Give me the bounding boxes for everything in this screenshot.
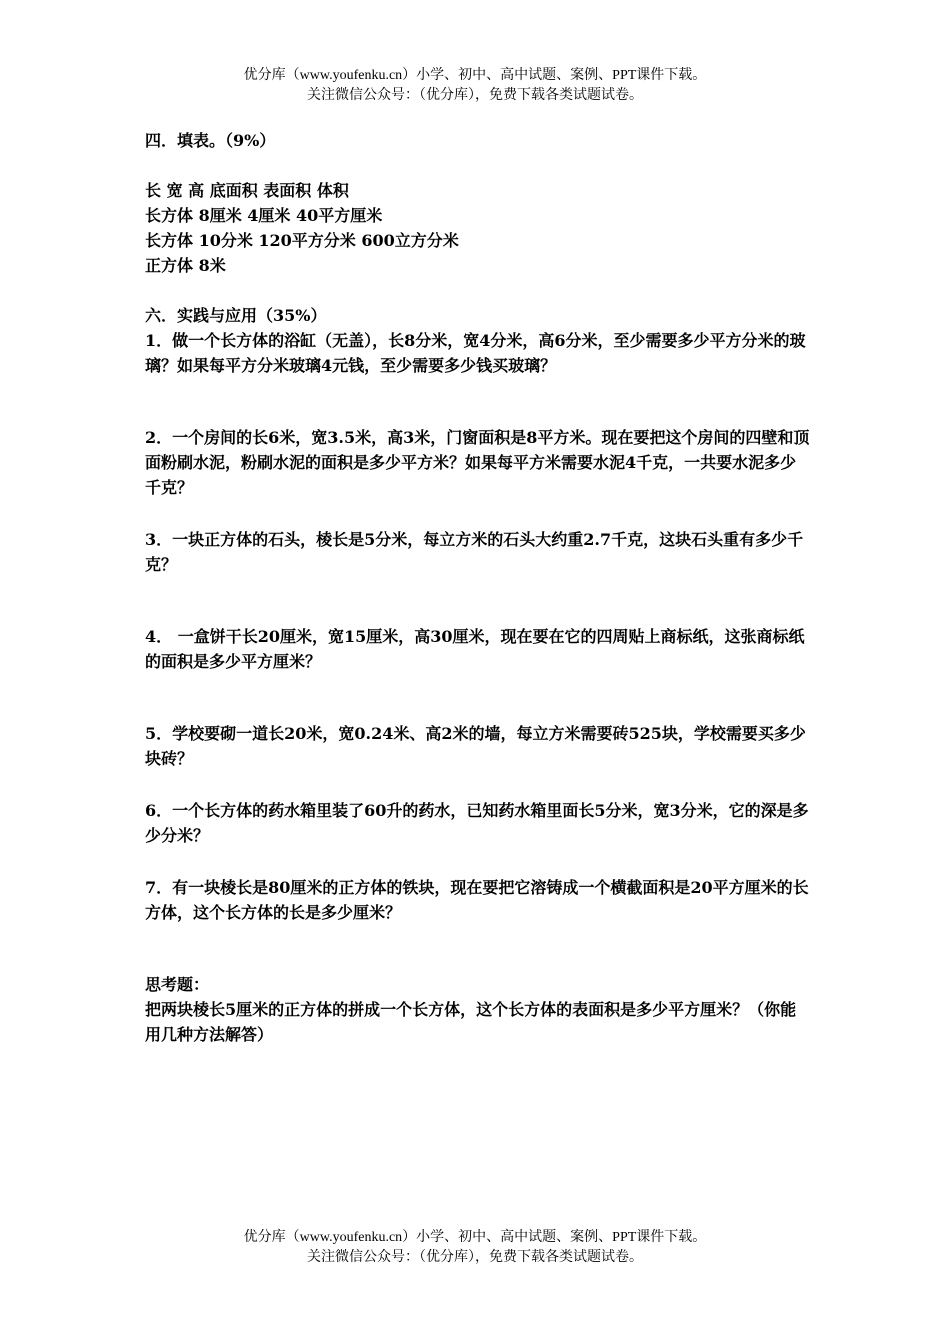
section-6-title: 六．实践与应用（35%） (145, 306, 327, 325)
question-5: 5．学校要砌一道长20米，宽0.24米、高2米的墙，每立方米需要砖525块，学校需要买多少块砖？ (145, 724, 806, 768)
page-footer (0, 1228, 950, 1268)
question-3: 3．一块正方体的石头，棱长是5分米，每立方米的石头大约重2.7千克，这块石头重有多少千克？ (145, 530, 804, 574)
table-header: 长 宽 高 底面积 表面积 体积 (145, 181, 349, 200)
question-2: 2．一个房间的长6米，宽3.5米，高3米，门窗面积是8平方米。现在要把这个房间的四壁和顶面粉刷水泥，粉刷水泥的面积是多少平方米？如果每平方米需要水泥4千克，一共要水泥多少千克？ (145, 428, 810, 497)
worksheet-content (145, 128, 810, 1047)
table-row: 长方体 10分米 120平方分米 600立方分米 (145, 231, 459, 250)
question-7: 7．有一块棱长是80厘米的正方体的铁块，现在要把它溶铸成一个横截面积是20平方厘米的长方体，这个长方体的长是多少厘米？ (145, 878, 809, 922)
thinking-question: 把两块棱长5厘米的正方体的拼成一个长方体，这个长方体的表面积是多少平方厘米？（你能用几种方法解答） (145, 1000, 797, 1044)
footer-line-2: 关注微信公众号：（优分库），免费下载各类试题试卷。 (307, 1250, 643, 1265)
question-4: 4． 一盒饼干长20厘米，宽15厘米，高30厘米，现在要在它的四周贴上商标纸，这张商标纸的面积是多少平方厘米？ (145, 627, 805, 671)
header-line-1: 优分库（www.youfenku.cn）小学、初中、高中试题、案例、PPT课件下载。 (243, 68, 707, 83)
header-line-2: 关注微信公众号：（优分库），免费下载各类试题试卷。 (307, 88, 643, 103)
question-6: 6．一个长方体的药水箱里装了60升的药水，已知药水箱里面长5分米，宽3分米，它的深是多少分米？ (145, 801, 809, 845)
thinking-title: 思考题： (145, 975, 210, 994)
table-row: 正方体 8米 (145, 256, 226, 275)
question-1: 1．做一个长方体的浴缸（无盖），长8分米，宽4分米，高6分米，至少需要多少平方分米的玻璃？如果每平方分米玻璃4元钱，至少需要多少钱买玻璃？ (145, 331, 806, 375)
page-header (0, 66, 950, 106)
footer-line-1: 优分库（www.youfenku.cn）小学、初中、高中试题、案例、PPT课件下载。 (243, 1230, 707, 1245)
section-4-title: 四．填表。（9%） (145, 131, 276, 150)
table-row: 长方体 8厘米 4厘米 40平方厘米 (145, 206, 383, 225)
